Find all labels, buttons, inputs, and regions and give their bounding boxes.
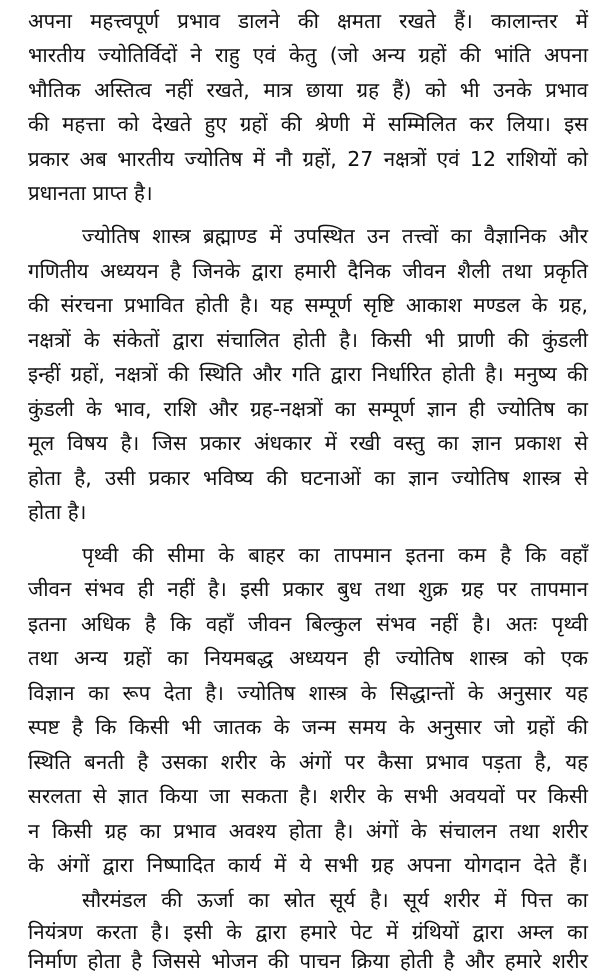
text-line: इन्हीं ग्रहों, नक्षत्रों की स्थिति और गति द्वारा निर्धारित होती है। मनुष्य की [28,362,588,386]
text-line: सौरमंडल की ऊर्जा का स्रोत सूर्य है। सूर्य शरीर में पित्त का [82,888,588,912]
text-line: जीवन संभव ही नहीं है। इसी प्रकार बुध तथा शुक्र ग्रह पर तापमान [28,577,588,601]
text-line: भारतीय ज्योतिर्विदों ने राहु एवं केतु (जो अन्य ग्रहों की भांति अपना [28,43,588,67]
text-line: स्थिति बनती है उसका शरीर के अंगों पर कैसा प्रभाव पड़ता है, यह [28,750,588,774]
text-line: पृथ्वी की सीमा के बाहर का तापमान इतना कम है कि वहाँ [82,543,588,567]
text-line: प्रधानता प्राप्त है। [28,181,153,205]
text-line: की संरचना प्रभावित होती है। यह सम्पूर्ण सृष्टि आकाश मण्डल के ग्रह, [28,293,588,317]
text-line: तथा अन्य ग्रहों का नियमबद्ध अध्ययन ही ज्योतिष शास्त्र को एक [28,646,588,670]
text-line: कुंडली के भाव, राशि और ग्रह-नक्षत्रों का सम्पूर्ण ज्ञान ही ज्योतिष का [28,397,588,421]
text-line: निर्माण होता है जिससे भोजन की पाचन क्रिया होती है और हमारे शरीर [28,949,588,973]
text-line: नक्षत्रों के संकेतों द्वारा संचालित होती है। किसी भी प्राणी की कुंडली [28,328,588,352]
text-line: गणितीय अध्ययन है जिनके द्वारा हमारी दैनिक जीवन शैली तथा प्रकृति [28,259,588,283]
text-line: विज्ञान का रूप देता है। ज्योतिष शास्त्र के सिद्धान्तों के अनुसार यह [28,681,588,705]
text-line: नियंत्रण करता है। इसी के द्वारा हमारे पेट में ग्रंथियों द्वारा अम्ल का [28,920,588,944]
text-line: न किसी ग्रह का प्रभाव अवश्य होता है। अंगों के संचालन तथा शरीर [28,819,588,843]
text-line: प्रकार अब भारतीय ज्योतिष में नौ ग्रहों, 27 नक्षत्रों एवं 12 राशियों को [28,147,588,171]
text-line: होता है, उसी प्रकार भविष्य की घटनाओं का ज्ञान ज्योतिष शास्त्र से [28,466,588,490]
text-line: इतना अधिक है कि वहाँ जीवन बिल्कुल संभव नहीं है। अतः पृथ्वी [28,612,588,636]
text-line: के अंगों द्वारा निष्पादित कार्य में ये सभी ग्रह अपना योगदान देते हैं। [28,853,588,877]
text-line: ज्योतिष शास्त्र ब्रह्माण्ड में उपस्थित उन तत्त्वों का वैज्ञानिक और [82,224,588,248]
text-line: सरलता से ज्ञात किया जा सकता है। शरीर के सभी अवयवों पर किसी [28,784,588,808]
text-line: अपना महत्त्वपूर्ण प्रभाव डालने की क्षमता रखते हैं। कालान्तर में [28,9,588,33]
text-line: की महत्ता को देखते हुए ग्रहों की श्रेणी में सम्मिलित कर लिया। इस [28,112,588,136]
text-line: मूल विषय है। जिस प्रकार अंधकार में रखी वस्तु का ज्ञान प्रकाश से [28,431,588,455]
text-line: स्पष्ट है कि किसी भी जातक के जन्म समय के अनुसार जो ग्रहों की [28,715,588,739]
text-line: होता है। [28,500,87,524]
text-line: भौतिक अस्तित्व नहीं रखते, मात्र छाया ग्रह हैं) को भी उनके प्रभाव [28,78,588,102]
